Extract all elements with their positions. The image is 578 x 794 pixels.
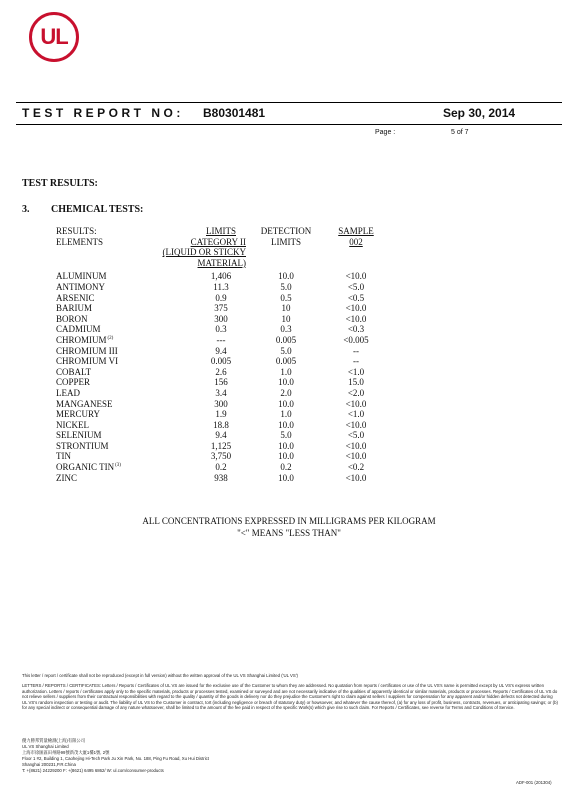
- sample-result: [336, 388, 376, 399]
- ul-logo-text: UL: [40, 24, 68, 49]
- limit-value-text: 3.4: [215, 387, 227, 398]
- element-name-text: MANGANESE: [56, 398, 113, 409]
- element-name-text: CHROMIUM III: [56, 345, 118, 356]
- detection-limit-text: 5.0: [280, 430, 292, 441]
- element-name: [56, 367, 91, 378]
- element-name-text: BORON: [56, 313, 88, 324]
- table-row: [56, 388, 386, 399]
- sample-result-text: 15.0: [348, 377, 364, 388]
- header-sample: SAMPLE: [338, 226, 374, 236]
- detection-limit-text: 0.2: [280, 462, 292, 473]
- detection-limit: [258, 420, 314, 431]
- footer-city: Shanghai 200231,P.R.China: [22, 762, 76, 767]
- table-row: [56, 430, 386, 441]
- sample-result: [336, 346, 376, 357]
- detection-limit: [258, 356, 314, 367]
- limit-value: [194, 409, 248, 420]
- detection-limit: [258, 399, 314, 410]
- element-name-text: ANTIMONY: [56, 281, 105, 292]
- detection-limit: [258, 462, 314, 473]
- detection-limit-text: 5.0: [280, 345, 292, 356]
- table-row: [56, 462, 386, 473]
- element-name: [56, 314, 88, 325]
- footnote-marker: (3): [115, 463, 121, 469]
- footer-legal: LETTERS / REPORTS / CERTIFICATES: Letters / Reports / Certificates of UL VS are issued for the exclusive use of the Customer to whom they are addressed. No quotation from reports / certificates or use of the UL VS's name is permitted except by UL VS's express written authorization. Letters / reports / certificates apply only to the specific materials, products or processes tested, examined or surveyed and are not necessarily indicative of the qualities of apparently identical or similar materials, products or processes. Reports / Certificates of UL VS do not relieve sellers / suppliers from their contractual responsibilities with regard to the quality / quantity of the goods in delivery nor do they prejudice the Customer's right to claim against sellers / suppliers for compensation for any apparent and/or hidden defects not detected during UL VS's random inspection or testing or audit. The liability of UL VS to the Customer in contract, tort (including negligence or breach of statutory duty) or howsoever, and whatever the cause thereof, (a) for any loss of profit, business, contracts, revenues, or anticipating savings; or (b) for any special indirect or consequential damage of any nature whatsoever, shall be limited to the amount of the fee paid in respect of the specific Work(s) which give rise to such claim. For Reports / Certificates, see reverse for Terms and Conditions of Service.: [22, 683, 558, 711]
- limit-value-text: 1,125: [210, 440, 232, 451]
- footer-address-cn-2: 上海市徐匯區田州路99號新茂大廈1樓1號, 2號: [22, 750, 110, 755]
- detection-limit: [258, 441, 314, 452]
- element-name-text: ALUMINUM: [56, 271, 107, 282]
- element-name: [56, 335, 113, 346]
- limit-value-text: 0.005: [210, 356, 232, 367]
- table-row: [56, 314, 386, 325]
- element-name: [56, 420, 89, 431]
- table-row: [56, 303, 386, 314]
- sample-result-text: <1.0: [347, 409, 365, 420]
- table-row: [56, 473, 386, 484]
- element-name: [56, 388, 80, 399]
- limit-value-text: 2.6: [215, 366, 227, 377]
- detection-limit-text: 0.005: [275, 356, 297, 367]
- element-name-text: COBALT: [56, 366, 92, 377]
- detection-limit-text: 10.0: [278, 398, 294, 409]
- element-name: [56, 473, 77, 484]
- limit-value: [194, 293, 248, 304]
- header-results: RESULTS:: [56, 226, 97, 236]
- detection-limit-text: 10.0: [278, 472, 294, 483]
- sample-result-text: <1.0: [347, 366, 365, 377]
- detection-limit-text: 10: [281, 303, 291, 314]
- sample-result: [336, 303, 376, 314]
- limit-value: [194, 388, 248, 399]
- header-elements: ELEMENTS: [56, 236, 103, 247]
- limit-value-text: 1,406: [210, 271, 232, 282]
- sample-result-text: <0.005: [343, 334, 369, 345]
- table-row: [56, 377, 386, 388]
- limit-value: [194, 420, 248, 431]
- detection-limit-text: 1.0: [280, 409, 292, 420]
- limit-value-text: ---: [216, 334, 226, 345]
- header-category-desc-2: MATERIAL): [197, 257, 246, 268]
- element-name-text: COPPER: [56, 377, 91, 388]
- element-name: [56, 451, 71, 462]
- footer-disclaimer: This letter / report / certificate shall not be reproduced (except in full version) without the written approval of the UL VS Shanghai Limited ('UL VS'): [22, 673, 298, 678]
- table-header-row: [56, 226, 386, 237]
- limit-value-text: 300: [214, 313, 228, 324]
- footer-address: Floor 1 #2, Building 1, Caohejing Hi-Tech Park Ju Xin Park, No. 188, Ping Fu Road, Xu Hui District: [22, 756, 210, 761]
- limit-value-text: 11.3: [213, 281, 229, 292]
- sample-result-text: <5.0: [347, 430, 365, 441]
- element-name-text: TIN: [56, 451, 71, 462]
- header-rule-top: [16, 102, 562, 103]
- sample-result: [336, 356, 376, 367]
- detection-limit-text: 10.0: [278, 419, 294, 430]
- sample-result-text: <10.0: [345, 303, 367, 314]
- limit-value: [194, 473, 248, 484]
- detection-limit-text: 10.0: [278, 440, 294, 451]
- ul-logo: [29, 12, 79, 62]
- detection-limit: [258, 324, 314, 335]
- limit-value-text: 300: [214, 398, 228, 409]
- element-name-text: CADMIUM: [56, 324, 101, 335]
- sample-result: [336, 441, 376, 452]
- detection-limit-text: 5.0: [280, 281, 292, 292]
- element-name-text: NICKEL: [56, 419, 89, 430]
- sample-result-text: --: [353, 345, 359, 356]
- sample-result-text: <5.0: [347, 281, 365, 292]
- header-rule-bottom: [16, 124, 562, 125]
- footer-contact: T: +(8621) 24229200 F: +(8621) 6495 6862/ W: ul.com/consumer-products: [22, 768, 164, 773]
- sample-result: [336, 324, 376, 335]
- page-number: 5 of 7: [451, 129, 469, 136]
- sample-result: [336, 451, 376, 462]
- sample-result: [336, 420, 376, 431]
- table-row: [56, 420, 386, 431]
- limit-value: [194, 367, 248, 378]
- header-sample-id: 002: [349, 236, 363, 247]
- detection-limit: [258, 367, 314, 378]
- element-name-text: CHROMIUM: [56, 334, 107, 345]
- limit-value: [194, 430, 248, 441]
- detection-limit-text: 10.0: [278, 271, 294, 282]
- detection-limit: [258, 409, 314, 420]
- report-date: Sep 30, 2014: [443, 106, 516, 120]
- table-row: [56, 409, 386, 420]
- limit-value: [194, 346, 248, 357]
- element-name-text: BARIUM: [56, 303, 93, 314]
- table-row: [56, 367, 386, 378]
- limit-value: [194, 377, 248, 388]
- element-name: [56, 430, 102, 441]
- sample-result: [336, 377, 376, 388]
- sample-result-text: <10.0: [345, 398, 367, 409]
- detection-limit: [258, 282, 314, 293]
- element-name: [56, 377, 90, 388]
- element-name-text: SELENIUM: [56, 430, 102, 441]
- detection-limit-text: 1.0: [280, 366, 292, 377]
- limit-value-text: 9.4: [215, 345, 227, 356]
- sample-result-text: <0.3: [347, 324, 365, 335]
- header-limits: LIMITS: [206, 226, 236, 236]
- sample-result: [336, 293, 376, 304]
- detection-limit: [258, 303, 314, 314]
- detection-limit-text: 0.3: [280, 324, 292, 335]
- element-name: [56, 409, 100, 420]
- element-name-text: MERCURY: [56, 409, 101, 420]
- element-name: [56, 324, 101, 335]
- detection-limit: [258, 430, 314, 441]
- detection-limit: [258, 451, 314, 462]
- sample-result-text: <10.0: [345, 440, 367, 451]
- sample-result: [336, 335, 376, 346]
- detection-limit-text: 10.0: [278, 451, 294, 462]
- sample-result-text: <0.2: [347, 462, 365, 473]
- table-row: [56, 399, 386, 410]
- limit-value: [194, 441, 248, 452]
- sample-result: [336, 473, 376, 484]
- table-row: [56, 441, 386, 452]
- table-body: [56, 271, 386, 483]
- detection-limit: [258, 388, 314, 399]
- limit-value: [194, 271, 248, 282]
- element-name: [56, 356, 118, 367]
- sample-result: [336, 430, 376, 441]
- table-row: [56, 324, 386, 335]
- footer-company: UL VS Shanghai Limited: [22, 744, 69, 749]
- element-name: [56, 399, 113, 410]
- detection-limit: [258, 271, 314, 282]
- detection-limit: [258, 293, 314, 304]
- element-name: [56, 293, 95, 304]
- sample-result: [336, 282, 376, 293]
- element-name-text: STRONTIUM: [56, 440, 109, 451]
- sample-result: [336, 367, 376, 378]
- sample-result-text: <10.0: [345, 451, 367, 462]
- limit-value-text: 3,750: [210, 451, 232, 462]
- element-name: [56, 441, 109, 452]
- table-row: [56, 346, 386, 357]
- detection-limit-text: 0.5: [280, 292, 292, 303]
- header-category-desc: (LIQUID OR STICKY: [162, 247, 246, 258]
- detection-limit-text: 2.0: [280, 387, 292, 398]
- limit-value: [194, 282, 248, 293]
- sample-result-text: <10.0: [345, 313, 367, 324]
- table-row: [56, 282, 386, 293]
- footnote-marker: (2): [107, 335, 114, 341]
- limit-value-text: 156: [214, 377, 228, 388]
- table-row: [56, 335, 386, 346]
- limit-value-text: 375: [214, 303, 228, 314]
- section-number: 3.: [22, 204, 30, 215]
- header-category: CATEGORY II: [190, 236, 246, 247]
- sample-result: [336, 271, 376, 282]
- limit-value: [194, 324, 248, 335]
- table-row: [56, 271, 386, 282]
- sample-result-text: <2.0: [347, 387, 365, 398]
- detection-limit-text: 10: [281, 313, 291, 324]
- header-limits-2: LIMITS: [271, 236, 301, 247]
- detection-limit-text: 10.0: [278, 377, 294, 388]
- limit-value-text: 0.9: [215, 292, 227, 303]
- element-name: [56, 282, 105, 293]
- form-number: ADF-001 (201304): [516, 780, 552, 785]
- limit-value: [194, 303, 248, 314]
- limit-value-text: 9.4: [215, 430, 227, 441]
- element-name: [56, 271, 107, 282]
- detection-limit: [258, 473, 314, 484]
- sample-result: [336, 399, 376, 410]
- limit-value: [194, 451, 248, 462]
- less-than-note: "<" MEANS "LESS THAN": [237, 528, 341, 538]
- limit-value-text: 1.9: [215, 409, 227, 420]
- page-label: Page :: [375, 129, 396, 136]
- element-name-text: LEAD: [56, 387, 80, 398]
- limit-value: [194, 314, 248, 325]
- element-name-text: CHROMIUM VI: [56, 356, 119, 367]
- report-number: B80301481: [203, 106, 266, 120]
- table-header-row: [56, 237, 386, 248]
- table-row: [56, 293, 386, 304]
- sample-result: [336, 409, 376, 420]
- sample-result-text: <10.0: [345, 472, 367, 483]
- sample-result: [336, 314, 376, 325]
- sample-result-text: <10.0: [345, 419, 367, 430]
- element-name: [56, 346, 118, 357]
- header-detection: DETECTION: [260, 226, 312, 236]
- limit-value-text: 0.2: [215, 462, 227, 473]
- detection-limit: [258, 314, 314, 325]
- results-table: [56, 226, 386, 483]
- element-name-text: ORGANIC TIN: [56, 462, 115, 473]
- limit-value: [194, 462, 248, 473]
- sample-result-text: --: [353, 356, 359, 367]
- sample-result: [336, 462, 376, 473]
- limit-value: [194, 399, 248, 410]
- detection-limit-text: 0.005: [275, 334, 297, 345]
- element-name: [56, 303, 92, 314]
- element-name-text: ARSENIC: [56, 292, 95, 303]
- section-chemical-tests: CHEMICAL TESTS:: [51, 204, 144, 215]
- element-name-text: ZINC: [56, 472, 77, 483]
- table-row: [56, 356, 386, 367]
- detection-limit: [258, 346, 314, 357]
- sample-result-text: <10.0: [345, 271, 367, 282]
- detection-limit: [258, 377, 314, 388]
- limit-value-text: 18.8: [213, 419, 229, 430]
- detection-limit: [258, 335, 314, 346]
- element-name: [56, 462, 121, 473]
- footer-address-cn: 優力勝邦質量檢測(上海)有限公司: [22, 738, 86, 743]
- report-number-label: TEST REPORT NO:: [22, 106, 184, 120]
- table-header-row: [56, 258, 386, 269]
- table-header-row: [56, 247, 386, 258]
- limit-value: [194, 356, 248, 367]
- sample-result-text: <0.5: [347, 292, 365, 303]
- table-row: [56, 451, 386, 462]
- concentration-note: ALL CONCENTRATIONS EXPRESSED IN MILLIGRAMS PER KILOGRAM: [142, 516, 436, 526]
- limit-value-text: 938: [214, 472, 228, 483]
- limit-value: [194, 335, 248, 346]
- limit-value-text: 0.3: [215, 324, 227, 335]
- section-test-results: TEST RESULTS:: [22, 178, 98, 189]
